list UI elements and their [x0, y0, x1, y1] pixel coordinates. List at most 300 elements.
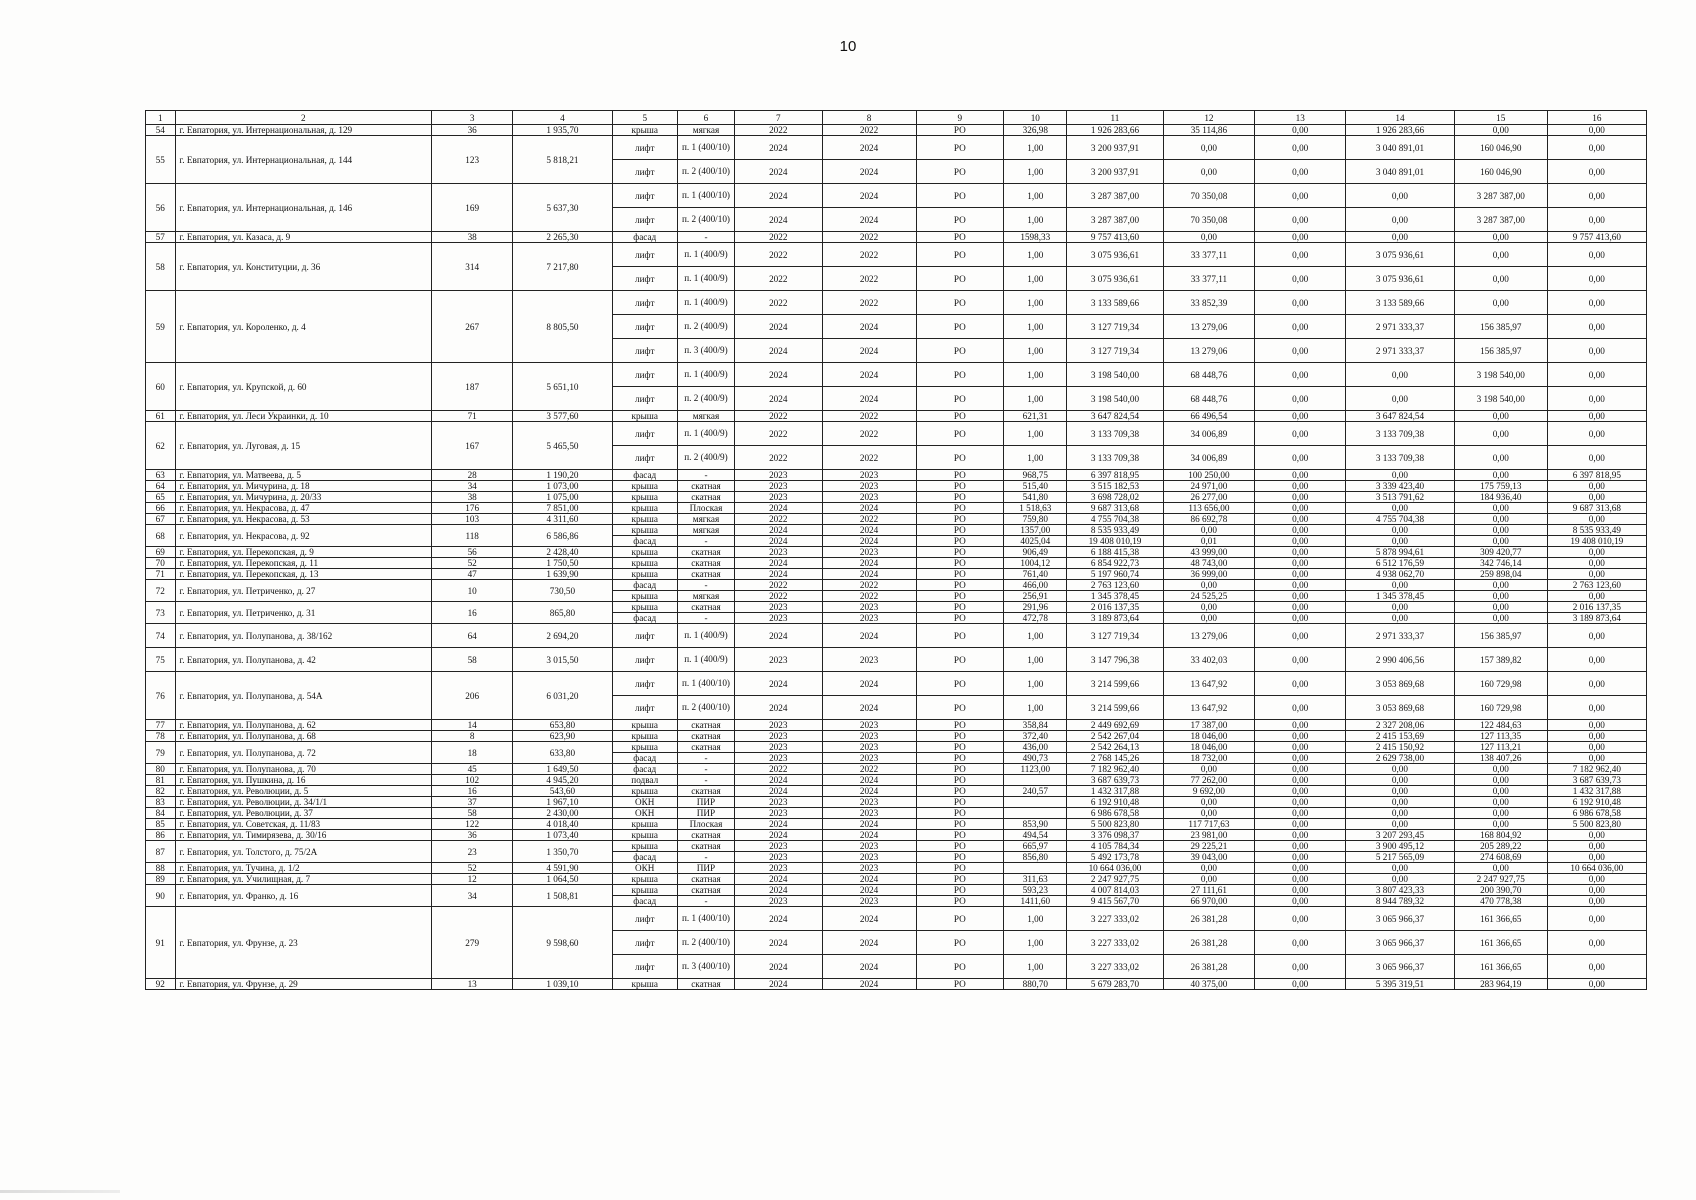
cost-total: 6 397 818,95	[1067, 470, 1163, 481]
volume: 1,00	[1004, 931, 1067, 955]
cost-fund: 0,00	[1547, 422, 1646, 446]
cost-local: 309 420,77	[1454, 547, 1547, 558]
year-end: 2024	[822, 208, 916, 232]
residents-count: 123	[432, 136, 513, 184]
executor: РО	[916, 569, 1004, 580]
element-subtype: скатная	[677, 720, 734, 731]
year-end: 2024	[822, 931, 916, 955]
cost-local: 0,00	[1454, 232, 1547, 243]
year-start: 2023	[734, 841, 822, 852]
cost-regional: 4 755 704,38	[1346, 514, 1455, 525]
building-area: 1 508,81	[513, 885, 612, 907]
element-type: лифт	[612, 291, 677, 315]
cost-regional: 0,00	[1346, 863, 1455, 874]
building-area: 1 935,70	[513, 125, 612, 136]
element-type: лифт	[612, 267, 677, 291]
year-end: 2024	[822, 184, 916, 208]
year-end: 2022	[822, 422, 916, 446]
row-number: 76	[146, 672, 176, 720]
volume: 1357,00	[1004, 525, 1067, 536]
residents-count: 16	[432, 786, 513, 797]
table-row	[146, 742, 1647, 753]
table-row	[146, 243, 1647, 267]
residents-count: 58	[432, 808, 513, 819]
year-end: 2023	[822, 742, 916, 753]
address: г. Евпатория, ул. Фрунзе, д. 23	[175, 907, 432, 979]
year-start: 2023	[734, 742, 822, 753]
year-start: 2024	[734, 387, 822, 411]
table-row	[146, 411, 1647, 422]
cost-fund: 0,00	[1547, 208, 1646, 232]
address: г. Евпатория, ул. Толстого, д. 75/2А	[175, 841, 432, 863]
residents-count: 34	[432, 885, 513, 907]
building-area: 5 818,21	[513, 136, 612, 184]
address: г. Евпатория, ул. Крупской, д. 60	[175, 363, 432, 411]
cost-regional: 2 971 333,37	[1346, 315, 1455, 339]
element-subtype: мягкая	[677, 514, 734, 525]
cost-local: 3 287 387,00	[1454, 184, 1547, 208]
row-number: 90	[146, 885, 176, 907]
volume: 1,00	[1004, 291, 1067, 315]
element-subtype: п. 3 (400/10)	[677, 955, 734, 979]
cost-local: 0,00	[1454, 613, 1547, 624]
column-number-10: 10	[1004, 111, 1067, 125]
building-area: 6 586,86	[513, 525, 612, 547]
table-row	[146, 731, 1647, 742]
cost-regional: 0,00	[1346, 613, 1455, 624]
cost-regional: 3 207 293,45	[1346, 830, 1455, 841]
executor: РО	[916, 874, 1004, 885]
row-number: 78	[146, 731, 176, 742]
cost-local: 0,00	[1454, 775, 1547, 786]
table-row	[146, 648, 1647, 672]
residents-count: 37	[432, 797, 513, 808]
element-subtype: скатная	[677, 492, 734, 503]
element-subtype: скатная	[677, 481, 734, 492]
cost-regional: 3 133 709,38	[1346, 422, 1455, 446]
element-type: лифт	[612, 136, 677, 160]
cost-federal: 0,00	[1255, 580, 1346, 591]
capital-repair-table	[145, 110, 1647, 990]
element-type: лифт	[612, 955, 677, 979]
address: г. Евпатория, ул. Луговая, д. 15	[175, 422, 432, 470]
cost-regional: 0,00	[1346, 232, 1455, 243]
row-number: 61	[146, 411, 176, 422]
cost-fund: 0,00	[1547, 624, 1646, 648]
executor: РО	[916, 160, 1004, 184]
table-row	[146, 885, 1647, 896]
year-start: 2022	[734, 446, 822, 470]
row-number: 85	[146, 819, 176, 830]
cost-regional: 3 075 936,61	[1346, 243, 1455, 267]
row-number: 82	[146, 786, 176, 797]
cost-regional: 8 944 789,32	[1346, 896, 1455, 907]
cost-regional: 3 065 966,37	[1346, 931, 1455, 955]
cost-local: 156 385,97	[1454, 624, 1547, 648]
volume: 1,00	[1004, 184, 1067, 208]
year-end: 2024	[822, 885, 916, 896]
element-subtype: п. 2 (400/9)	[677, 387, 734, 411]
year-end: 2023	[822, 731, 916, 742]
executor: РО	[916, 125, 1004, 136]
year-start: 2024	[734, 819, 822, 830]
volume: 1,00	[1004, 387, 1067, 411]
element-subtype: п. 1 (400/10)	[677, 907, 734, 931]
executor: РО	[916, 896, 1004, 907]
year-start: 2022	[734, 422, 822, 446]
cost-owner-funds: 33 377,11	[1163, 267, 1255, 291]
cost-total: 3 200 937,91	[1067, 136, 1163, 160]
cost-fund: 0,00	[1547, 339, 1646, 363]
year-end: 2024	[822, 672, 916, 696]
cost-federal: 0,00	[1255, 979, 1346, 990]
cost-local: 274 608,69	[1454, 852, 1547, 863]
cost-owner-funds: 70 350,08	[1163, 208, 1255, 232]
table-row	[146, 786, 1647, 797]
year-end: 2022	[822, 125, 916, 136]
cost-local: 0,00	[1454, 125, 1547, 136]
row-number: 88	[146, 863, 176, 874]
cost-regional: 2 415 153,69	[1346, 731, 1455, 742]
volume: 1,00	[1004, 955, 1067, 979]
cost-regional: 0,00	[1346, 764, 1455, 775]
cost-regional: 0,00	[1346, 786, 1455, 797]
cost-owner-funds: 0,01	[1163, 536, 1255, 547]
executor: РО	[916, 547, 1004, 558]
cost-fund: 1 432 317,88	[1547, 786, 1646, 797]
cost-local: 160 729,98	[1454, 696, 1547, 720]
cost-total: 3 287 387,00	[1067, 184, 1163, 208]
cost-owner-funds: 0,00	[1163, 160, 1255, 184]
executor: РО	[916, 830, 1004, 841]
element-subtype: п. 2 (400/9)	[677, 446, 734, 470]
year-end: 2024	[822, 387, 916, 411]
year-start: 2024	[734, 536, 822, 547]
executor: РО	[916, 955, 1004, 979]
cost-owner-funds: 48 743,00	[1163, 558, 1255, 569]
cost-federal: 0,00	[1255, 481, 1346, 492]
residents-count: 16	[432, 602, 513, 624]
element-subtype: скатная	[677, 602, 734, 613]
cost-total: 5 500 823,80	[1067, 819, 1163, 830]
cost-fund: 6 986 678,58	[1547, 808, 1646, 819]
cost-owner-funds: 39 043,00	[1163, 852, 1255, 863]
cost-federal: 0,00	[1255, 648, 1346, 672]
cost-local: 0,00	[1454, 514, 1547, 525]
executor: РО	[916, 315, 1004, 339]
cost-total: 2 247 927,75	[1067, 874, 1163, 885]
cost-local: 122 484,63	[1454, 720, 1547, 731]
residents-count: 8	[432, 731, 513, 742]
executor: РО	[916, 363, 1004, 387]
volume: 968,75	[1004, 470, 1067, 481]
cost-local: 0,00	[1454, 503, 1547, 514]
building-area: 4 018,40	[513, 819, 612, 830]
cost-owner-funds: 66 970,00	[1163, 896, 1255, 907]
cost-owner-funds: 9 692,00	[1163, 786, 1255, 797]
element-type: крыша	[612, 742, 677, 753]
cost-regional: 0,00	[1346, 363, 1455, 387]
element-type: лифт	[612, 931, 677, 955]
building-area: 1 750,50	[513, 558, 612, 569]
cost-fund: 3 189 873,64	[1547, 613, 1646, 624]
column-number-9: 9	[916, 111, 1004, 125]
executor: РО	[916, 243, 1004, 267]
executor: РО	[916, 602, 1004, 613]
year-start: 2022	[734, 232, 822, 243]
cost-total: 3 227 333,02	[1067, 931, 1163, 955]
residents-count: 56	[432, 547, 513, 558]
table-row	[146, 470, 1647, 481]
element-type: крыша	[612, 558, 677, 569]
address: г. Евпатория, ул. Леси Украинки, д. 10	[175, 411, 432, 422]
row-number: 91	[146, 907, 176, 979]
cost-total: 1 345 378,45	[1067, 591, 1163, 602]
cost-owner-funds: 117 717,63	[1163, 819, 1255, 830]
table-row	[146, 569, 1647, 580]
year-end: 2024	[822, 363, 916, 387]
year-end: 2024	[822, 339, 916, 363]
table-row	[146, 503, 1647, 514]
executor: РО	[916, 558, 1004, 569]
year-end: 2024	[822, 955, 916, 979]
table-header	[146, 111, 1647, 125]
cost-federal: 0,00	[1255, 291, 1346, 315]
row-number: 74	[146, 624, 176, 648]
building-area: 2 430,00	[513, 808, 612, 819]
cost-fund: 19 408 010,19	[1547, 536, 1646, 547]
cost-fund: 0,00	[1547, 481, 1646, 492]
executor: РО	[916, 481, 1004, 492]
volume: 1,00	[1004, 672, 1067, 696]
element-type: фасад	[612, 613, 677, 624]
row-number: 73	[146, 602, 176, 624]
year-end: 2024	[822, 525, 916, 536]
element-subtype: -	[677, 232, 734, 243]
cost-owner-funds: 0,00	[1163, 764, 1255, 775]
element-type: крыша	[612, 125, 677, 136]
cost-owner-funds: 26 277,00	[1163, 492, 1255, 503]
cost-federal: 0,00	[1255, 907, 1346, 931]
year-start: 2022	[734, 267, 822, 291]
building-area: 3 015,50	[513, 648, 612, 672]
volume: 541,80	[1004, 492, 1067, 503]
year-start: 2024	[734, 786, 822, 797]
cost-fund: 8 535 933,49	[1547, 525, 1646, 536]
cost-total: 5 679 283,70	[1067, 979, 1163, 990]
year-end: 2023	[822, 648, 916, 672]
year-start: 2024	[734, 363, 822, 387]
table-row	[146, 797, 1647, 808]
cost-federal: 0,00	[1255, 470, 1346, 481]
cost-total: 2 763 123,60	[1067, 580, 1163, 591]
cost-owner-funds: 68 448,76	[1163, 363, 1255, 387]
cost-regional: 1 345 378,45	[1346, 591, 1455, 602]
column-number-row	[146, 111, 1647, 125]
cost-total: 6 188 415,38	[1067, 547, 1163, 558]
year-start: 2024	[734, 315, 822, 339]
volume: 665,97	[1004, 841, 1067, 852]
volume: 1,00	[1004, 339, 1067, 363]
year-start: 2024	[734, 624, 822, 648]
element-type: фасад	[612, 753, 677, 764]
year-end: 2024	[822, 979, 916, 990]
executor: РО	[916, 797, 1004, 808]
cost-local: 0,00	[1454, 580, 1547, 591]
building-area: 4 945,20	[513, 775, 612, 786]
table-row	[146, 184, 1647, 208]
residents-count: 45	[432, 764, 513, 775]
element-type: фасад	[612, 580, 677, 591]
year-end: 2023	[822, 492, 916, 503]
element-subtype: -	[677, 580, 734, 591]
row-number: 60	[146, 363, 176, 411]
element-subtype: скатная	[677, 731, 734, 742]
cost-federal: 0,00	[1255, 931, 1346, 955]
cost-owner-funds: 66 496,54	[1163, 411, 1255, 422]
cost-fund: 0,00	[1547, 492, 1646, 503]
year-start: 2023	[734, 731, 822, 742]
table-row	[146, 874, 1647, 885]
executor: РО	[916, 446, 1004, 470]
address: г. Евпатория, ул. Училищная, д. 7	[175, 874, 432, 885]
cost-local: 0,00	[1454, 764, 1547, 775]
executor: РО	[916, 470, 1004, 481]
element-subtype: п. 2 (400/10)	[677, 696, 734, 720]
volume: 880,70	[1004, 979, 1067, 990]
element-type: ОКН	[612, 797, 677, 808]
year-start: 2024	[734, 775, 822, 786]
address: г. Евпатория, ул. Петриченко, д. 31	[175, 602, 432, 624]
cost-federal: 0,00	[1255, 863, 1346, 874]
year-start: 2022	[734, 514, 822, 525]
element-type: лифт	[612, 363, 677, 387]
cost-federal: 0,00	[1255, 874, 1346, 885]
year-end: 2024	[822, 696, 916, 720]
residents-count: 28	[432, 470, 513, 481]
executor: РО	[916, 753, 1004, 764]
cost-federal: 0,00	[1255, 602, 1346, 613]
residents-count: 14	[432, 720, 513, 731]
cost-owner-funds: 33 852,39	[1163, 291, 1255, 315]
building-area: 1 639,90	[513, 569, 612, 580]
residents-count: 314	[432, 243, 513, 291]
executor: РО	[916, 696, 1004, 720]
executor: РО	[916, 525, 1004, 536]
executor: РО	[916, 775, 1004, 786]
table-row	[146, 808, 1647, 819]
volume: 358,84	[1004, 720, 1067, 731]
year-end: 2022	[822, 514, 916, 525]
row-number: 72	[146, 580, 176, 602]
address: г. Евпатория, ул. Короленко, д. 4	[175, 291, 432, 363]
address: г. Евпатория, ул. Перекопская, д. 13	[175, 569, 432, 580]
element-subtype: Плоская	[677, 819, 734, 830]
row-number: 57	[146, 232, 176, 243]
year-start: 2024	[734, 525, 822, 536]
cost-regional: 0,00	[1346, 503, 1455, 514]
row-number: 65	[146, 492, 176, 503]
element-type: ОКН	[612, 863, 677, 874]
cost-owner-funds: 0,00	[1163, 602, 1255, 613]
address: г. Евпатория, ул. Революции, д. 34/1/1	[175, 797, 432, 808]
executor: РО	[916, 808, 1004, 819]
building-area: 1 967,10	[513, 797, 612, 808]
volume	[1004, 808, 1067, 819]
volume: 494,54	[1004, 830, 1067, 841]
cost-regional: 0,00	[1346, 797, 1455, 808]
cost-local: 0,00	[1454, 808, 1547, 819]
column-number-15: 15	[1454, 111, 1547, 125]
element-type: лифт	[612, 243, 677, 267]
element-type: крыша	[612, 819, 677, 830]
row-number: 54	[146, 125, 176, 136]
year-start: 2024	[734, 672, 822, 696]
cost-fund: 0,00	[1547, 874, 1646, 885]
cost-fund: 9 757 413,60	[1547, 232, 1646, 243]
element-subtype: ПИР	[677, 863, 734, 874]
year-start: 2024	[734, 830, 822, 841]
year-end: 2022	[822, 764, 916, 775]
cost-total: 3 198 540,00	[1067, 363, 1163, 387]
row-number: 66	[146, 503, 176, 514]
cost-local: 0,00	[1454, 786, 1547, 797]
row-number: 83	[146, 797, 176, 808]
executor: РО	[916, 764, 1004, 775]
year-start: 2022	[734, 764, 822, 775]
year-end: 2024	[822, 775, 916, 786]
element-type: крыша	[612, 830, 677, 841]
cost-total: 4 007 814,03	[1067, 885, 1163, 896]
cost-owner-funds: 24 525,25	[1163, 591, 1255, 602]
cost-local: 0,00	[1454, 470, 1547, 481]
residents-count: 118	[432, 525, 513, 547]
element-type: фасад	[612, 764, 677, 775]
year-start: 2024	[734, 569, 822, 580]
cost-fund: 0,00	[1547, 125, 1646, 136]
address: г. Евпатория, ул. Полупанова, д. 54А	[175, 672, 432, 720]
element-type: крыша	[612, 514, 677, 525]
element-type: крыша	[612, 841, 677, 852]
address: г. Евпатория, ул. Интернациональная, д. 129	[175, 125, 432, 136]
year-end: 2024	[822, 160, 916, 184]
cost-regional: 2 629 738,00	[1346, 753, 1455, 764]
cost-total: 3 147 796,38	[1067, 648, 1163, 672]
cost-total: 2 542 267,04	[1067, 731, 1163, 742]
year-start: 2024	[734, 885, 822, 896]
residents-count: 169	[432, 184, 513, 232]
address: г. Евпатория, ул. Полупанова, д. 42	[175, 648, 432, 672]
executor: РО	[916, 184, 1004, 208]
cost-fund: 2 763 123,60	[1547, 580, 1646, 591]
cost-federal: 0,00	[1255, 720, 1346, 731]
cost-local: 0,00	[1454, 267, 1547, 291]
cost-fund: 0,00	[1547, 885, 1646, 896]
year-end: 2024	[822, 786, 916, 797]
residents-count: 52	[432, 558, 513, 569]
element-subtype: скатная	[677, 830, 734, 841]
cost-federal: 0,00	[1255, 742, 1346, 753]
year-end: 2024	[822, 624, 916, 648]
element-type: лифт	[612, 387, 677, 411]
year-start: 2024	[734, 955, 822, 979]
cost-total: 8 535 933,49	[1067, 525, 1163, 536]
address: г. Евпатория, ул. Фрунзе, д. 29	[175, 979, 432, 990]
cost-owner-funds: 26 381,28	[1163, 955, 1255, 979]
cost-owner-funds: 0,00	[1163, 136, 1255, 160]
cost-total: 10 664 036,00	[1067, 863, 1163, 874]
cost-federal: 0,00	[1255, 514, 1346, 525]
